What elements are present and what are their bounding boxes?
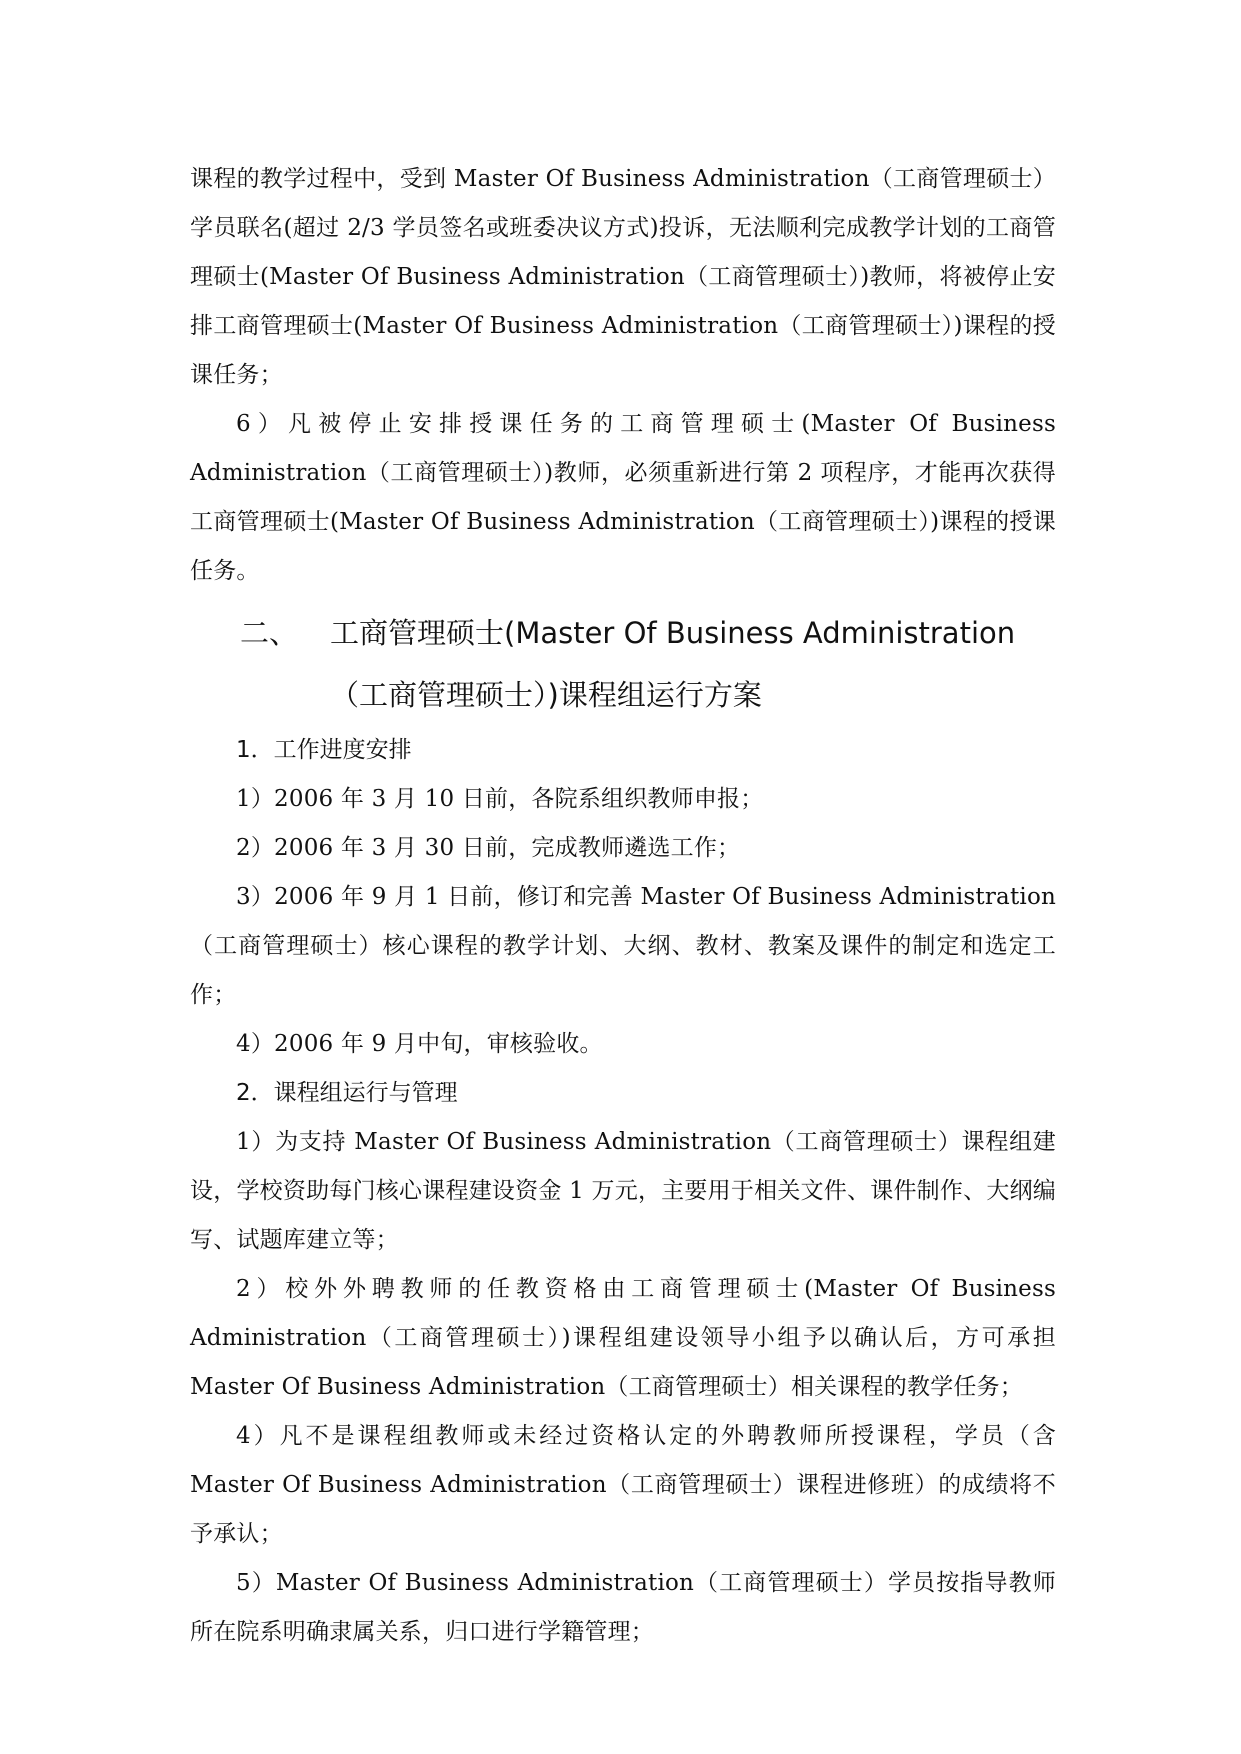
subheading-schedule: 1．工作进度安排 — [236, 737, 412, 763]
subheading-management: 2．课程组运行与管理 — [236, 1080, 458, 1106]
list-item: 2）2006 年 3 月 30 日前，完成教师遴选工作； — [236, 835, 741, 861]
list-item: 3）2006 年 9 月 1 日前，修订和完善 Master Of Business Administration（工商管理硕士）核心课程的教学计划、大纲、教材、教案及课件的制定和选定工作； — [190, 884, 1056, 1008]
page-body — [190, 155, 1056, 1657]
list-item: 4）2006 年 9 月中旬，审核验收。 — [236, 1031, 603, 1057]
section-heading — [190, 602, 1056, 726]
list-item: 4）凡不是课程组教师或未经过资格认定的外聘教师所授课程，学员（含 Master Of Business Administration（工商管理硕士）课程进修班）的成绩将不予承认； — [190, 1423, 1056, 1547]
paragraph-item-6: 6）凡被停止安排授课任务的工商管理硕士(Master Of Business Administration（工商管理硕士）)教师，必须重新进行第 2 项程序，才能再次获得工商管理硕士(Master Of Business Administration（工商管理硕士）)课程的授课任务。 — [190, 411, 1056, 584]
list-item: 1）为支持 Master Of Business Administration（工商管理硕士）课程组建设，学校资助每门核心课程建设资金 1 万元，主要用于相关文件、课件制作、大纲编写、试题库建立等； — [190, 1129, 1056, 1253]
list-item: 1）2006 年 3 月 10 日前，各院系组织教师申报； — [236, 786, 764, 812]
paragraph-continuation: 课程的教学过程中，受到 Master Of Business Administration（工商管理硕士）学员联名(超过 2/3 学员签名或班委决议方式)投诉，无法顺利完成教学计划的工商管理硕士(Master Of Business Administration（工商管理硕士）)教师，将被停止安排工商管理硕士(Master Of Business Administration（工商管理硕士）)课程的授课任务； — [190, 166, 1056, 388]
list-item: 2）校外外聘教师的任教资格由工商管理硕士(Master Of Business Administration（工商管理硕士）)课程组建设领导小组予以确认后，方可承担 Master Of Business Administration（工商管理硕士）相关课程的教学任务； — [190, 1276, 1056, 1400]
list-item: 5）Master Of Business Administration（工商管理硕士）学员按指导教师所在院系明确隶属关系，归口进行学籍管理； — [190, 1570, 1056, 1645]
section-title: 工商管理硕士(Master Of Business Administration（工商管理硕士）)课程组运行方案 — [330, 616, 1016, 712]
section-number: 二、 — [240, 616, 299, 650]
